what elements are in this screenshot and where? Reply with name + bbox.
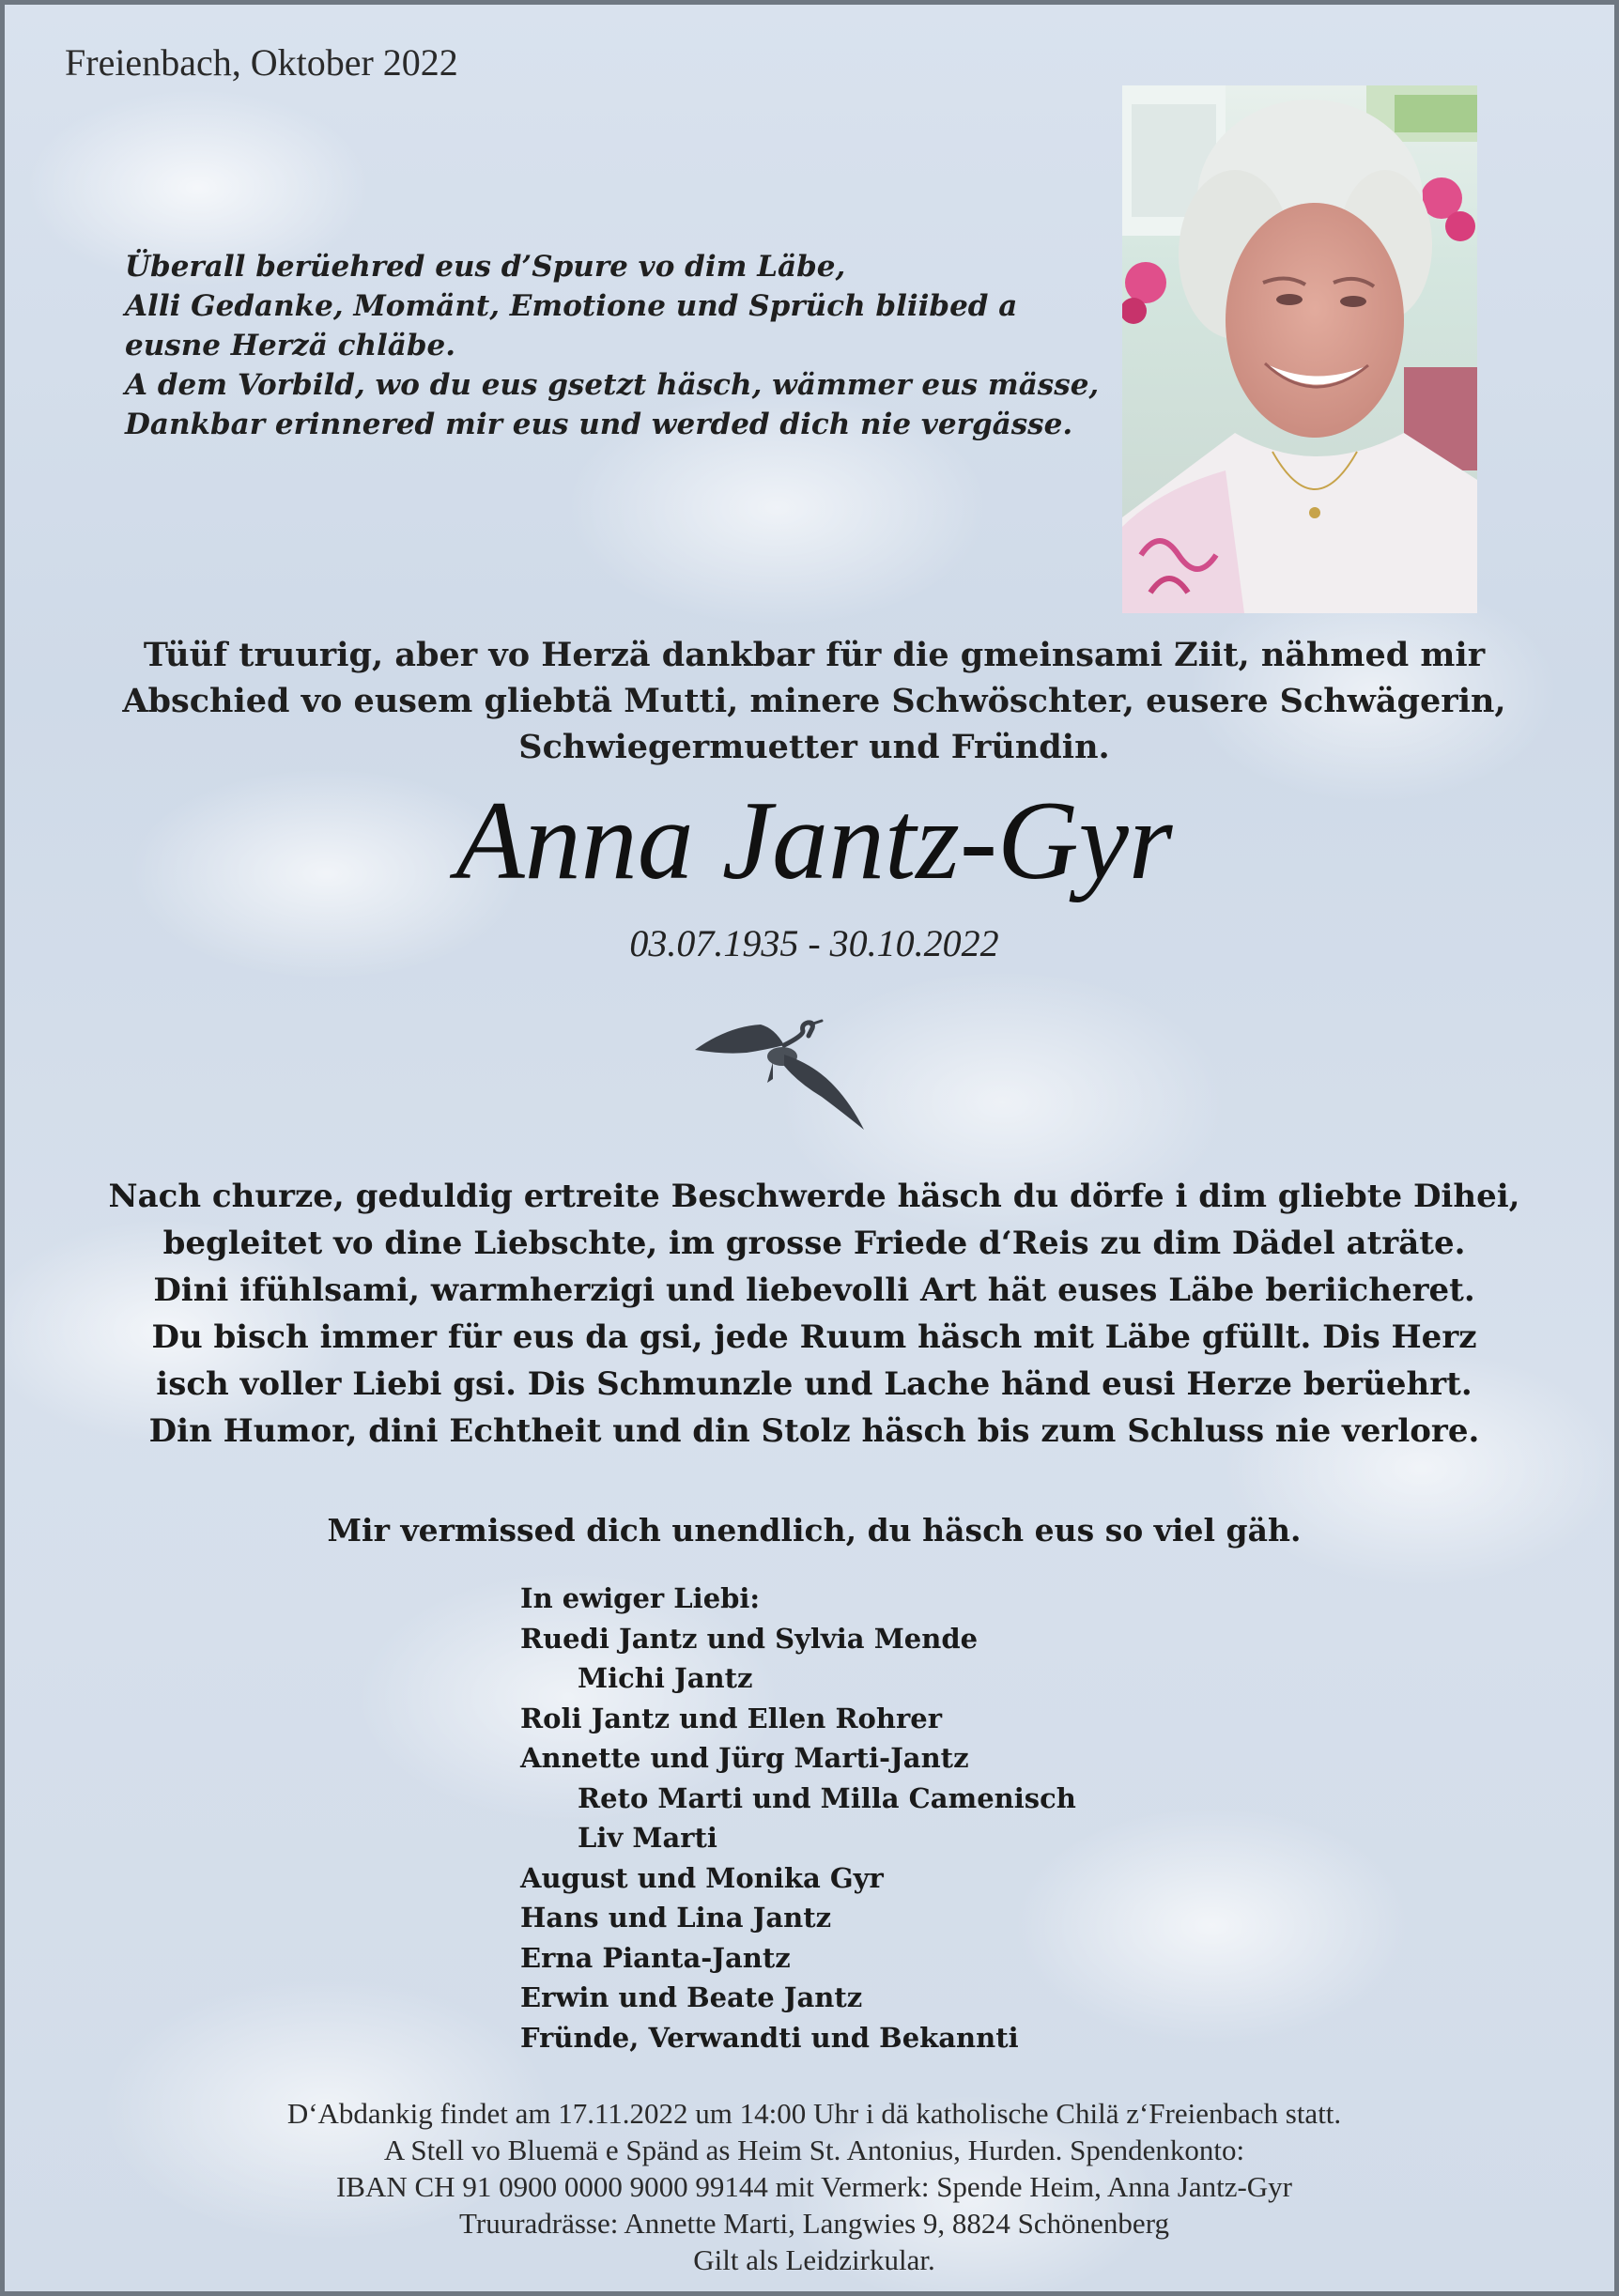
body-line: Dini ifühlsami, warmherzigi und liebevolli Art hät euses Läbe beriicheret. xyxy=(153,1271,1475,1309)
body-line: Din Humor, dini Echtheit und din Stolz häsch bis zum Schluss nie verlore. xyxy=(148,1412,1480,1450)
footer-line: Truuradrässe: Annette Marti, Langwies 9, 8824 Schönenberg xyxy=(459,2207,1169,2240)
family-member: Liv Marti xyxy=(578,1822,717,1854)
intro-text xyxy=(80,632,1549,770)
family-member: August und Monika Gyr xyxy=(520,1861,884,1894)
place-date: Freienbach, Oktober 2022 xyxy=(65,41,458,84)
poem-line: Alli Gedanke, Momänt, Emotione und Sprüch bliibed a xyxy=(125,289,1018,323)
poem-line: A dem Vorbild, wo du eus gsetzt häsch, wämmer eus mässe, xyxy=(125,368,1100,402)
family-member: Ruedi Jantz und Sylvia Mende xyxy=(520,1622,979,1655)
heron-icon xyxy=(690,1008,878,1139)
body-line: begleitet vo dine Liebschte, im grosse Friede d‘Reis zu dim Dädel aträte. xyxy=(162,1225,1466,1262)
family-member: Annette und Jürg Marti-Jantz xyxy=(520,1742,969,1774)
family-member: Michi Jantz xyxy=(578,1662,753,1694)
body-line: isch voller Liebi gsi. Dis Schmunzle und Lache händ eusi Herze berüehrt. xyxy=(156,1365,1473,1403)
family-member: Erna Pianta-Jantz xyxy=(520,1941,791,1974)
family-member: Roli Jantz und Ellen Rohrer xyxy=(520,1702,942,1734)
family-list xyxy=(520,1579,1365,2057)
footer-line: Gilt als Leidzirkular. xyxy=(693,2243,935,2276)
intro-line: Tüüf truurig, aber vo Herzä dankbar für die gmeinsami Ziit, nähmed mir xyxy=(143,636,1486,674)
poem xyxy=(125,247,1100,444)
family-heading: In ewiger Liebi: xyxy=(520,1582,761,1614)
body-line: Du bisch immer für eus da gsi, jede Ruum häsch mit Läbe gfüllt. Dis Herz xyxy=(151,1318,1477,1356)
poem-line: eusne Herzä chläbe. xyxy=(125,329,456,362)
poem-line: Überall berüehred eus d’Spure vo dim Läbe, xyxy=(125,250,846,284)
deceased-name: Anna Jantz-Gyr xyxy=(455,778,1173,902)
closing-line: Mir vermissed dich unendlich, du häsch eus so viel gäh. xyxy=(327,1512,1302,1549)
body-text xyxy=(42,1173,1586,1455)
family-member: Hans und Lina Jantz xyxy=(520,1902,832,1934)
footer-notice xyxy=(5,2095,1619,2278)
footer-line: D‘Abdankig findet am 17.11.2022 um 14:00 Uhr i dä katholische Chilä z‘Freienbach statt. xyxy=(286,2097,1342,2130)
portrait-photo xyxy=(1122,85,1477,613)
footer-line: IBAN CH 91 0900 0000 9000 99144 mit Vermerk: Spende Heim, Anna Jantz-Gyr xyxy=(335,2170,1292,2203)
life-dates: 03.07.1935 - 30.10.2022 xyxy=(629,922,999,964)
intro-line: Abschied vo eusem gliebtä Mutti, minere Schwöschter, eusere Schwägerin, xyxy=(122,682,1506,720)
footer-line: A Stell vo Bluemä e Spänd as Heim St. Antonius, Hurden. Spendenkonto: xyxy=(383,2134,1245,2166)
family-member: Reto Marti und Milla Camenisch xyxy=(578,1781,1076,1814)
poem-line: Dankbar erinnered mir eus und werded dich nie vergässe. xyxy=(125,408,1073,441)
family-member: Erwin und Beate Jantz xyxy=(520,1981,863,2013)
body-line: Nach churze, geduldig ertreite Beschwerde häsch du dörfe i dim gliebte Dihei, xyxy=(108,1178,1520,1215)
family-member: Fründe, Verwandti und Bekannti xyxy=(520,2021,1019,2054)
intro-line: Schwiegermuetter und Fründin. xyxy=(518,728,1110,766)
